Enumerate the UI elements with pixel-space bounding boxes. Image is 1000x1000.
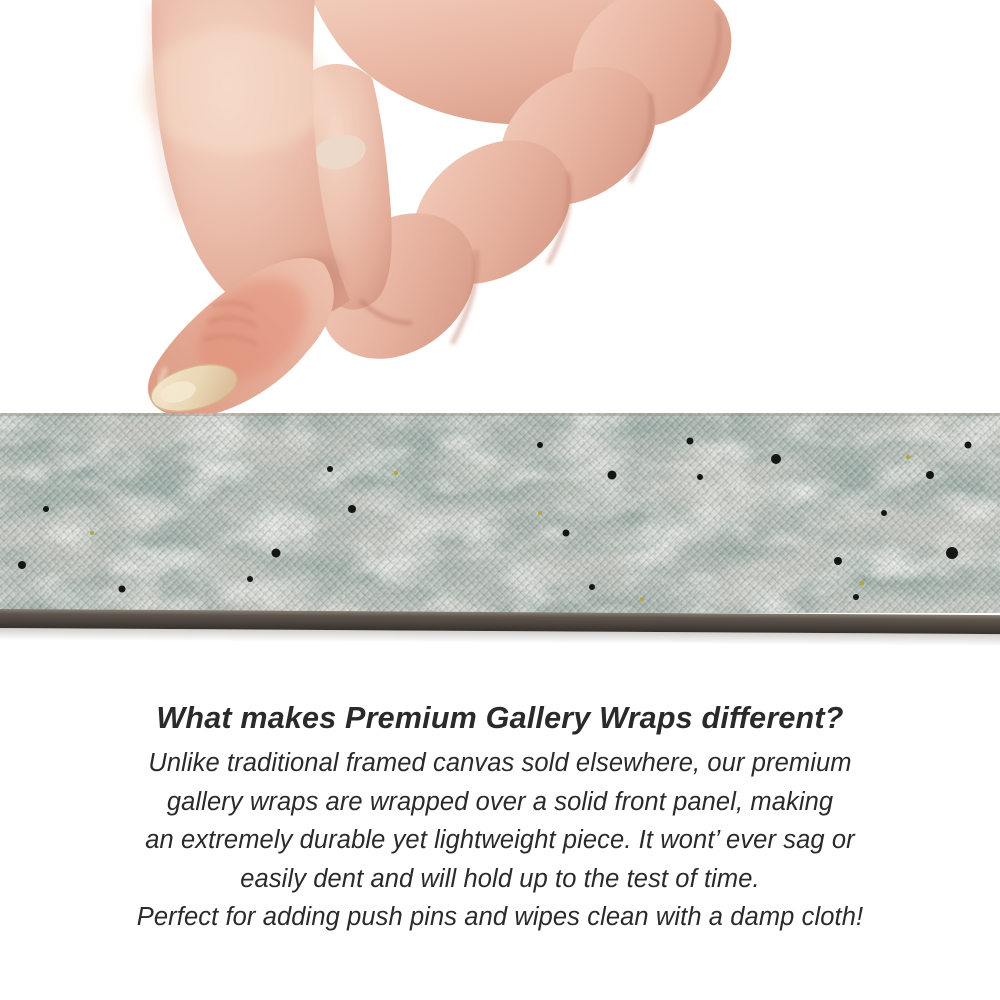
canvas-grain [0,413,1000,613]
caption-line-3: an extremely durable yet lightweight piece. It wont’ ever sag or [145,826,855,854]
caption-line-2: gallery wraps are wrapped over a solid front panel, making [166,787,834,816]
hand-photo [0,0,1000,420]
caption-line-5: Perfect for adding push pins and wipes clean with a damp cloth! [136,903,864,931]
caption-line-1: Unlike traditional framed canvas sold elsewhere, our premium [148,749,852,777]
caption-heading: What makes Premium Gallery Wraps different? [156,701,844,735]
canvas-top-fold-line [0,413,1000,416]
panel-edge [0,609,1000,646]
hand-highlight [140,30,330,154]
caption-block [0,701,1000,937]
canvas-wrap-edge [0,413,1000,657]
caption-line-4: easily dent and will hold up to the test of time. [240,864,760,893]
canvas-texture [0,413,1000,657]
fist [140,0,758,420]
